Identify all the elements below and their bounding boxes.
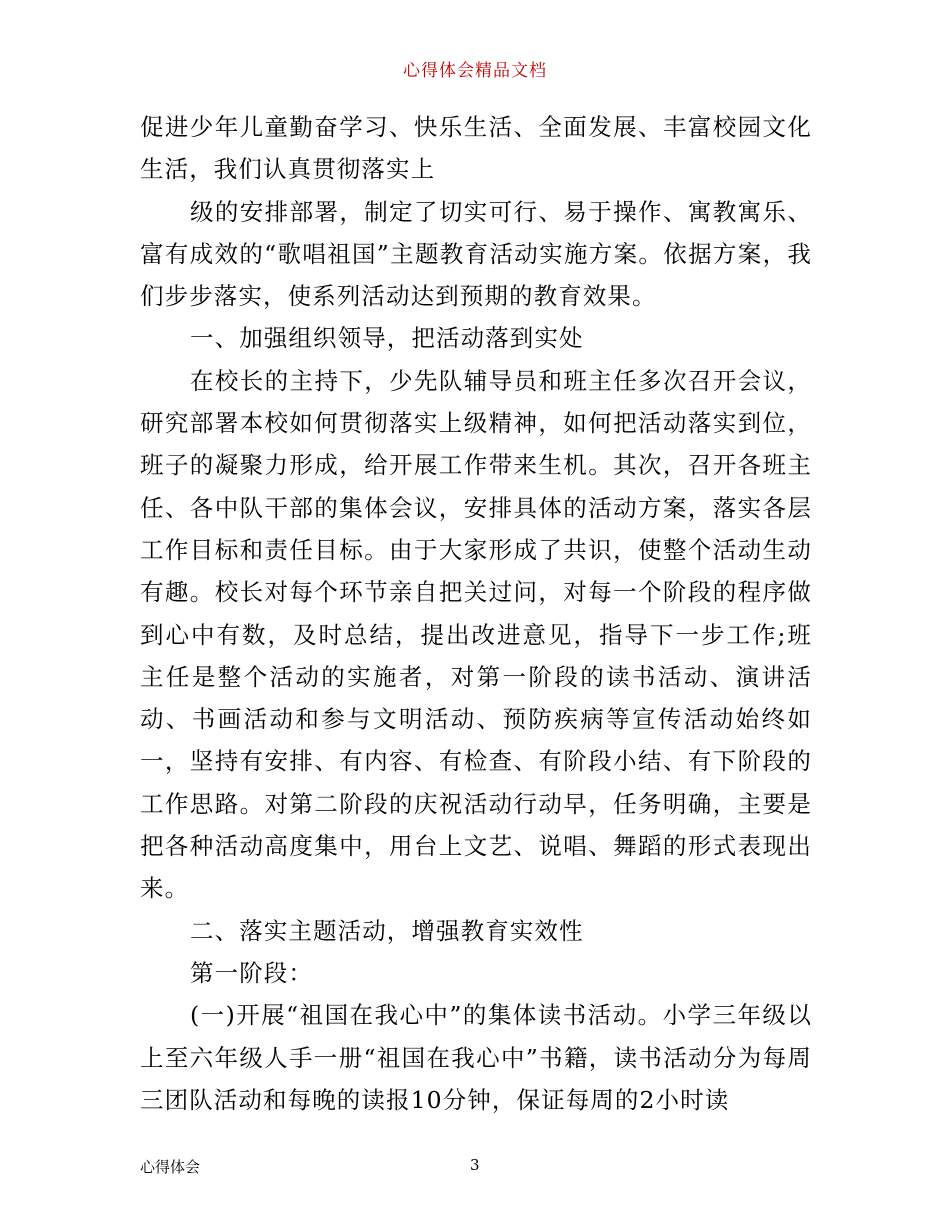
paragraph-4: (一)开展“祖国在我心中”的集体读书活动。小学三年级以上至六年级人手一册“祖国在我心中”书籍，读书活动分为每周三团队活动和每晚的读报10分钟，保证每周的2小时读 (140, 1001, 812, 1114)
page-number: 3 (470, 1156, 480, 1174)
paragraph-2: 级的安排部署，制定了切实可行、易于操作、寓教寓乐、富有成效的“歌唱祖国”主题教育活动实施方案。依据方案，我们步步落实，使系列活动达到预期的教育效果。 (140, 197, 812, 311)
section-heading-1: 一、加强组织领导，把活动落到实处 (190, 324, 584, 353)
subheading-phase-1: 第一阶段： (190, 958, 313, 987)
paragraph-1: 促进少年儿童勤奋学习、快乐生活、全面发展、丰富校园文化生活，我们认真贯彻落实上 (140, 113, 812, 184)
page-header-title: 心得体会精品文档 (403, 61, 547, 81)
section-heading-2: 二、落实主题活动，增强教育实效性 (190, 916, 584, 945)
document-body (140, 106, 812, 1121)
footer-label: 心得体会 (140, 1158, 201, 1176)
paragraph-3: 在校长的主持下，少先队辅导员和班主任多次召开会议，研究部署本校如何贯彻落实上级精神，如何把活动落实到位，班子的凝聚力形成，给开展工作带来生机。其次，召开各班主任、各中队干部的集体会议，安排具体的活动方案，落实各层工作目标和责任目标。由于大家形成了共识，使整个活动生动有趣。校长对每个环节亲自把关过问，对每一个阶段的程序做到心中有数，及时总结，提出改进意见，指导下一步工作;班主任是整个活动的实施者，对第一阶段的读书活动、演讲活动、书画活动和参与文明活动、预防疾病等宣传活动始终如一，坚持有安排、有内容、有检查、有阶段小结、有下阶段的工作思路。对第二阶段的庆祝活动行动早，任务明确，主要是把各种活动高度集中，用台上文艺、说唱、舞蹈的形式表现出来。 (140, 366, 812, 903)
